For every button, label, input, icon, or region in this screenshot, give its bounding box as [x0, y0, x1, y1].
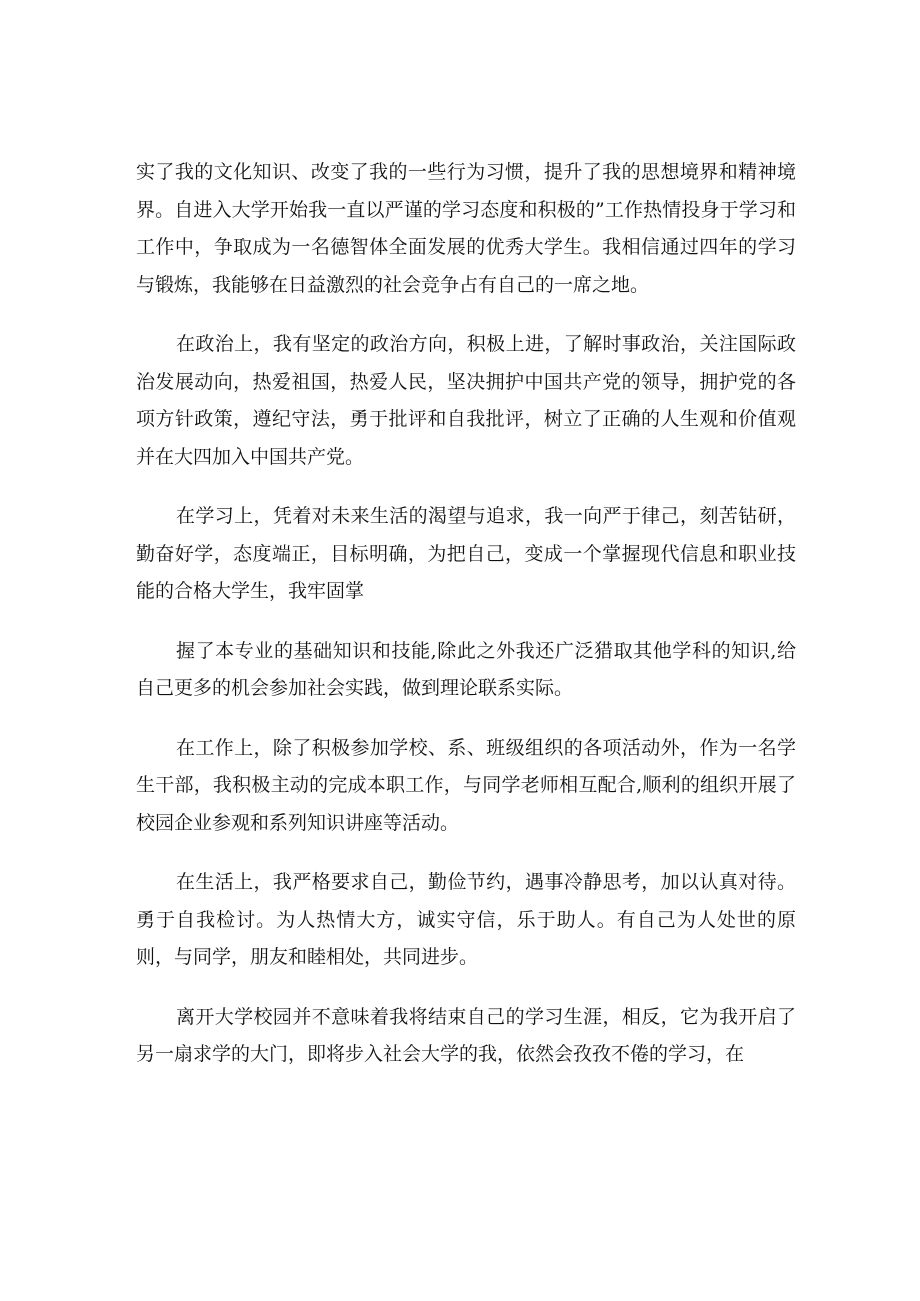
paragraph-work: 在工作上，除了积极参加学校、系、班级组织的各项活动外，作为一名学生干部，我积极主动的完成本职工作，与同学老师相互配合,顺利的组织开展了校园企业参观和系列知识讲座等活动。	[136, 736, 796, 834]
paragraph-leaving-campus: 离开大学校园并不意味着我将结束自己的学习生涯，相反，它为我开启了另一扇求学的大门，即将步入社会大学的我，依然会孜孜不倦的学习，在	[136, 1005, 796, 1065]
paragraph-study: 在学习上，凭着对未来生活的渴望与追求，我一向严于律己，刻苦钻研，勤奋好学，态度端正，目标明确，为把自己，变成一个掌握现代信息和职业技能的合格大学生，我牢固掌	[136, 505, 796, 602]
paragraph-1: 实了我的文化知识、改变了我的一些行为习惯，提升了我的思想境界和精神境界。自进入大学开始我一直以严谨的学习态度和积极的”工作热情投身于学习和工作中，争取成为一名德智体全面发展的优秀大学生。我相信通过四年的学习与锻炼，我能够在日益激烈的社会竞争占有自己的一席之地。	[136, 161, 796, 296]
paragraph-study-continued: 握了本专业的基础知识和技能,除此之外我还广泛猎取其他学科的知识,给自己更多的机会参加社会实践，做到理论联系实际。	[136, 639, 796, 699]
document-body	[136, 154, 796, 1096]
paragraph-life: 在生活上，我严格要求自己，勤俭节约，遇事冷静思考，加以认真对待。勇于自我检讨。为人热情大方，诚实守信，乐于助人。有自己为人处世的原则，与同学，朋友和睦相处，共同进步。	[136, 871, 796, 968]
paragraph-politics: 在政治上，我有坚定的政治方向，积极上进，了解时事政治，关注国际政治发展动向，热爱祖国，热爱人民，坚决拥护中国共产党的领导，拥护党的各项方针政策，遵纪守法，勇于批评和自我批评，树立了正确的人生观和价值观并在大四加入中国共产党。	[136, 333, 796, 468]
